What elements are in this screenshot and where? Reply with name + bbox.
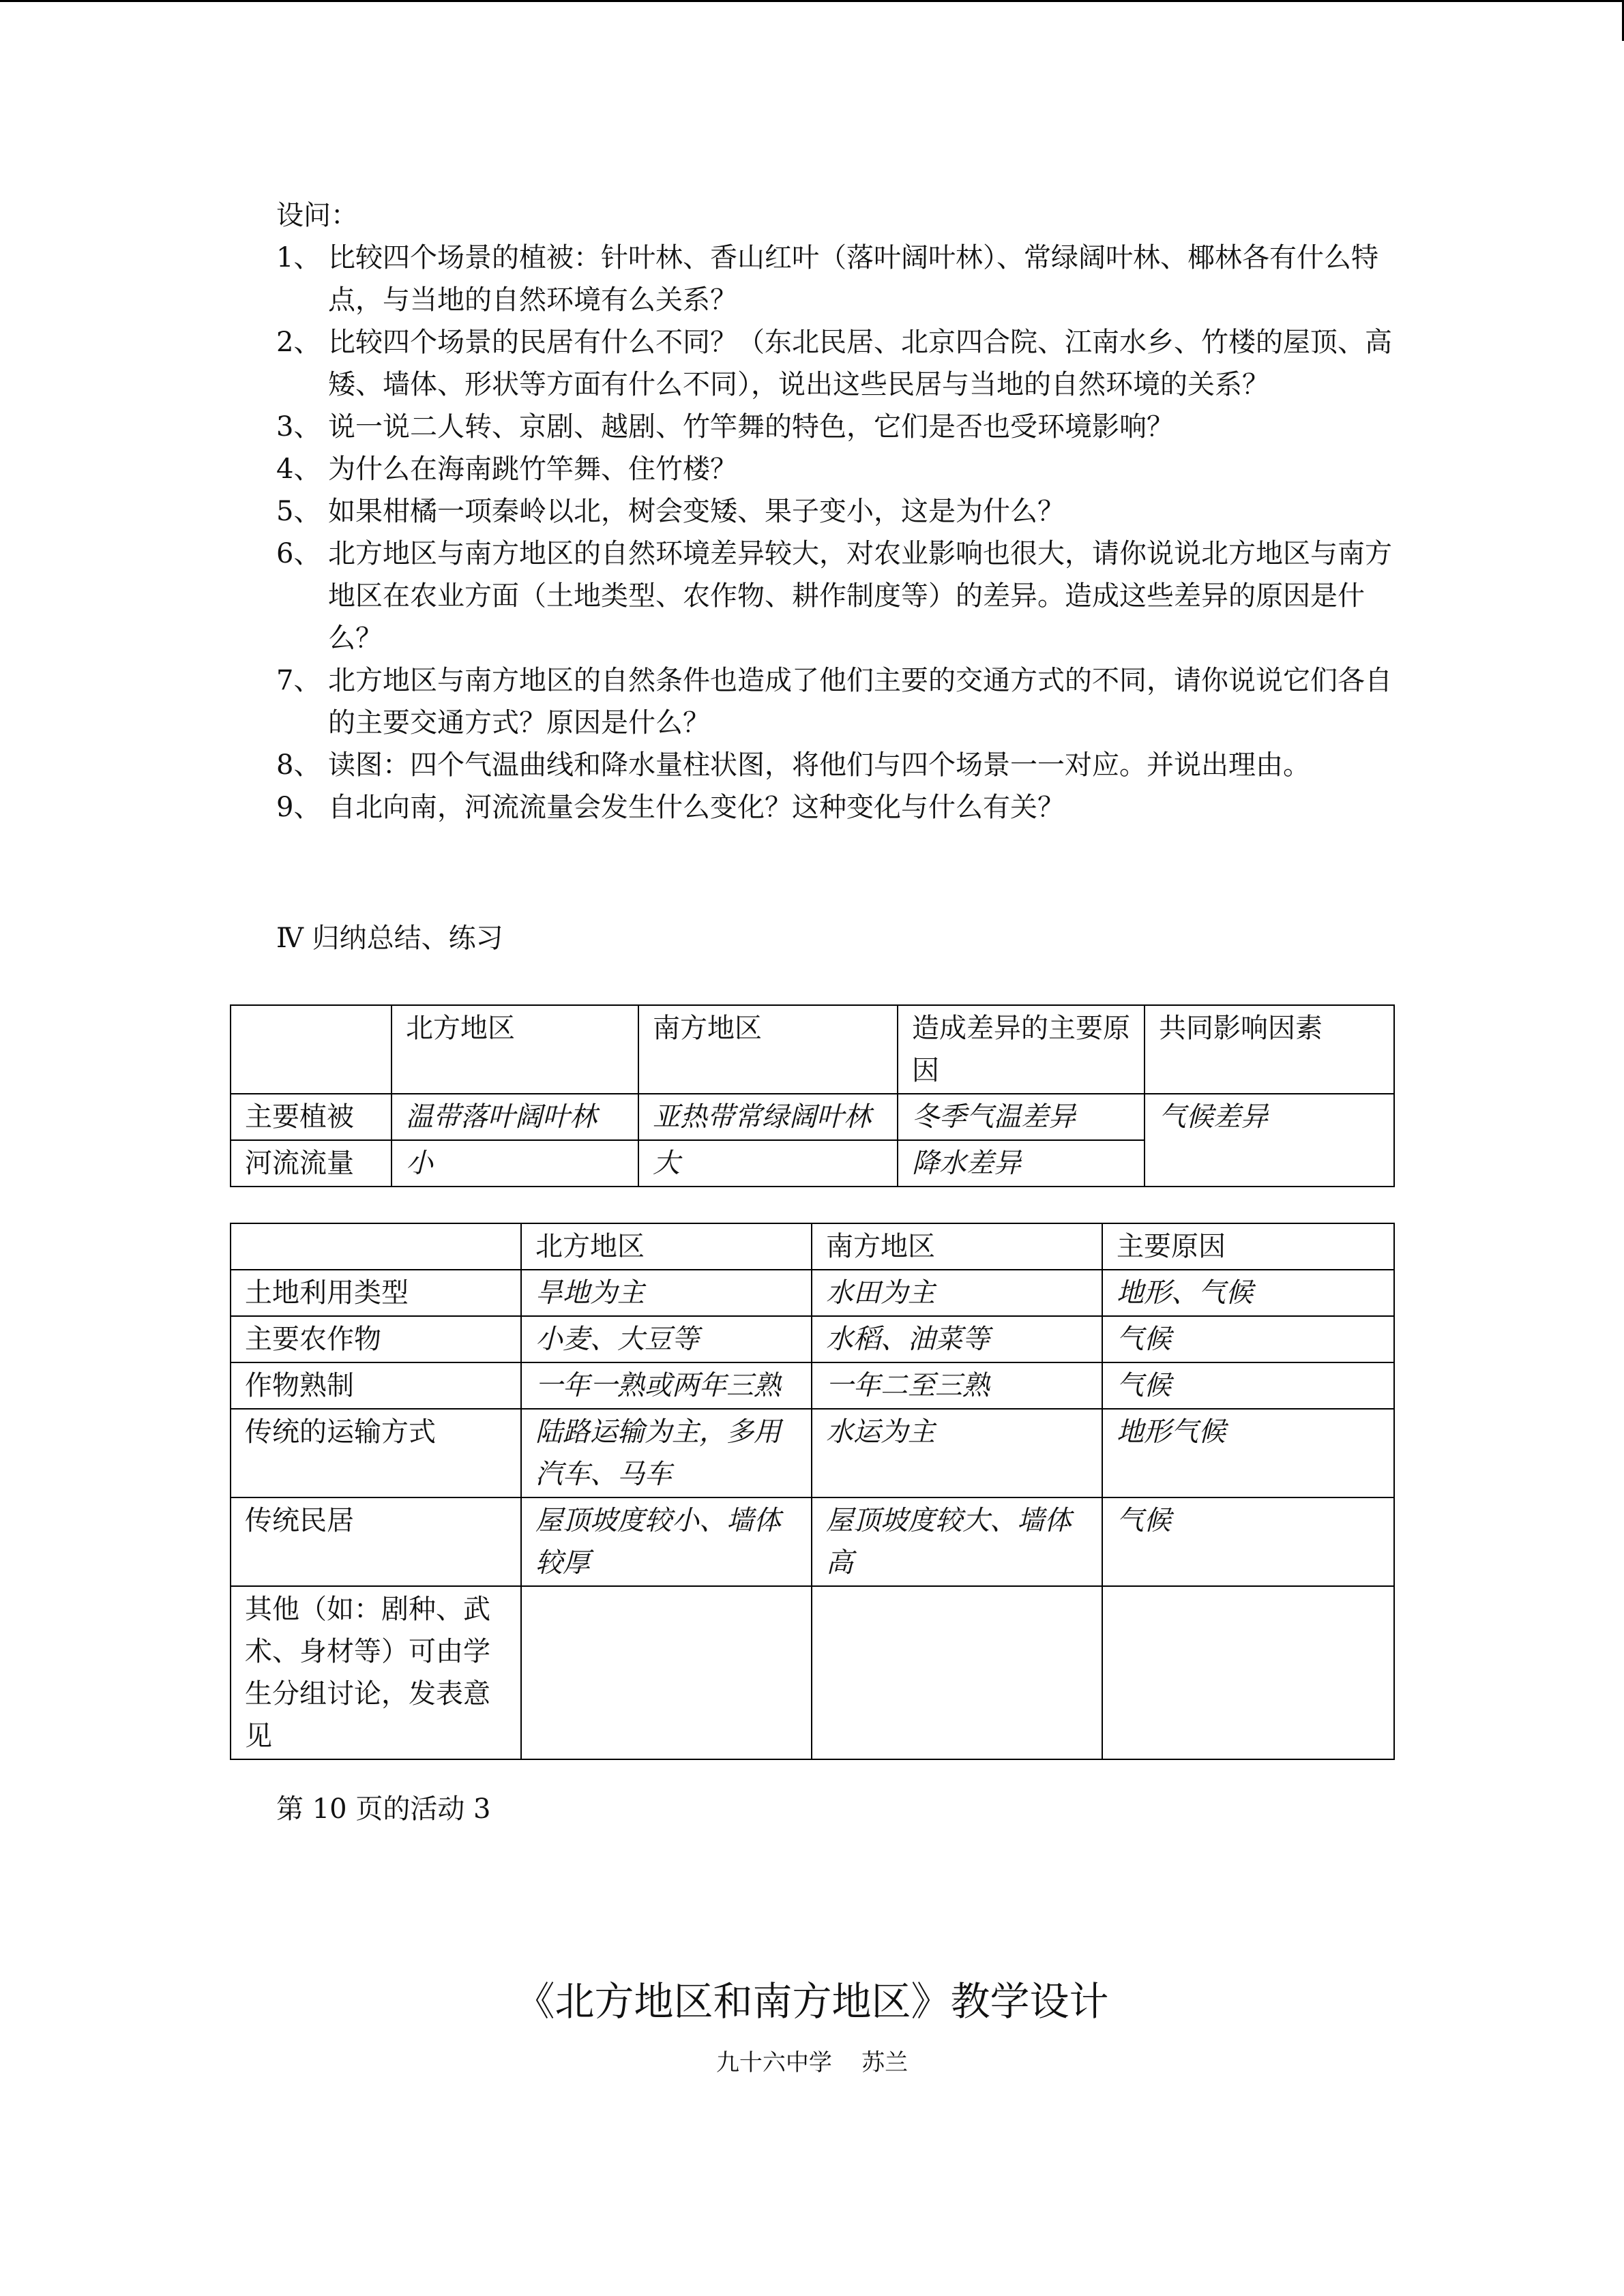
table-cell: 冬季气温差异 (898, 1094, 1145, 1140)
table-row (231, 1362, 1394, 1409)
question-item (276, 744, 1395, 786)
table-cell (1102, 1586, 1394, 1759)
table-cell: 水田为主 (812, 1270, 1102, 1316)
question-text: 北方地区与南方地区的自然条件也造成了他们主要的交通方式的不同，请你说说它们各自的主要交通方式？原因是什么？ (328, 665, 1392, 739)
question-text: 说一说二人转、京剧、越剧、竹竿舞的特色，它们是否也受环境影响？ (328, 411, 1174, 443)
table-cell: 水稻、油菜等 (812, 1316, 1102, 1362)
question-text: 比较四个场景的民居有什么不同？（东北民居、北京四合院、江南水乡、竹楼的屋顶、高矮、墙体、形状等方面有什么不同），说出这些民居与当地的自然环境的关系？ (328, 327, 1392, 400)
table-header-cell: 南方地区 (638, 1005, 898, 1094)
table-cell: 陆路运输为主，多用汽车、马车 (521, 1409, 812, 1497)
question-text: 读图：四个气温曲线和降水量柱状图，将他们与四个场景一一对应。并说出理由。 (328, 749, 1310, 781)
question-text: 为什么在海南跳竹竿舞、住竹楼？ (328, 453, 737, 485)
author-byline: 九十六中学 苏兰 (715, 2049, 909, 2076)
table-cell: 一年二至三熟 (812, 1362, 1102, 1409)
table-row (231, 1409, 1394, 1497)
row-label: 主要农作物 (231, 1316, 521, 1362)
table-header-cell (231, 1223, 521, 1270)
question-item (276, 448, 1395, 490)
top-border (0, 0, 1624, 2)
table-header-cell: 主要原因 (1102, 1223, 1394, 1270)
activity-note: 第 10 页的活动 3 (276, 1793, 491, 1825)
table-cell: 小麦、大豆等 (521, 1316, 812, 1362)
common-factor-cell: 气候差异 (1145, 1094, 1394, 1187)
questions-heading: 设问： (276, 200, 358, 231)
table-cell: 小 (392, 1140, 638, 1187)
question-item (276, 490, 1395, 533)
question-text: 自北向南，河流流量会发生什么变化？这种变化与什么有关？ (328, 792, 1065, 823)
question-item (276, 406, 1395, 448)
row-label: 其他（如：剧种、武术、身材等）可由学生分组讨论，发表意见 (231, 1586, 521, 1759)
question-item (276, 237, 1395, 321)
question-number: 2、 (276, 327, 321, 358)
table-cell: 亚热带常绿阔叶林 (638, 1094, 898, 1140)
table-header-cell: 北方地区 (392, 1005, 638, 1094)
question-number: 3、 (276, 411, 321, 443)
table-header-cell: 南方地区 (812, 1223, 1102, 1270)
table-cell: 旱地为主 (521, 1270, 812, 1316)
question-number: 1、 (276, 242, 321, 273)
table-header-cell (231, 1005, 392, 1094)
row-label: 作物熟制 (231, 1362, 521, 1409)
question-item (276, 786, 1395, 829)
table-row (231, 1316, 1394, 1362)
table-row (231, 1094, 1394, 1140)
table-cell (812, 1586, 1102, 1759)
question-number: 8、 (276, 749, 321, 781)
question-number: 4、 (276, 453, 321, 485)
question-text: 北方地区与南方地区的自然环境差异较大，对农业影响也很大，请你说说北方地区与南方地区在农业方面（土地类型、农作物、耕作制度等）的差异。造成这些差异的原因是什么？ (328, 538, 1392, 654)
question-text: 比较四个场景的植被：针叶林、香山红叶（落叶阔叶林）、常绿阔叶林、椰林各有什么特点，与当地的自然环境有么关系？ (328, 242, 1378, 316)
row-label: 河流流量 (231, 1140, 392, 1187)
row-label: 主要植被 (231, 1094, 392, 1140)
table-cell: 气候 (1102, 1362, 1394, 1409)
table-cell: 气候 (1102, 1316, 1394, 1362)
comparison-table (230, 1223, 1395, 1760)
row-label: 传统民居 (231, 1497, 521, 1586)
table-header-cell: 北方地区 (521, 1223, 812, 1270)
row-label: 传统的运输方式 (231, 1409, 521, 1497)
question-item (276, 659, 1395, 744)
table-cell: 屋顶坡度较小、墙体较厚 (521, 1497, 812, 1586)
questions-section (276, 194, 1395, 829)
table-cell: 水运为主 (812, 1409, 1102, 1497)
question-number: 5、 (276, 496, 321, 527)
question-item (276, 321, 1395, 406)
table-header-row (231, 1223, 1394, 1270)
question-number: 7、 (276, 665, 321, 696)
table-cell: 温带落叶阔叶林 (392, 1094, 638, 1140)
section-title: Ⅳ 归纳总结、练习 (276, 923, 503, 954)
row-label: 土地利用类型 (231, 1270, 521, 1316)
table-header-cell: 造成差异的主要原因 (898, 1005, 1145, 1094)
table-cell (521, 1586, 812, 1759)
table-cell: 一年一熟或两年三熟 (521, 1362, 812, 1409)
document-title: 《北方地区和南方地区》教学设计 (515, 1978, 1109, 2025)
table-row (231, 1497, 1394, 1586)
question-number: 9、 (276, 792, 321, 823)
vegetation-river-table (230, 1004, 1395, 1187)
table-header-row (231, 1005, 1394, 1094)
question-item (276, 533, 1395, 659)
question-text: 如果柑橘一项秦岭以北，树会变矮、果子变小，这是为什么？ (328, 496, 1065, 527)
table-header-cell: 共同影响因素 (1145, 1005, 1394, 1094)
table-cell: 地形气候 (1102, 1409, 1394, 1497)
question-number: 6、 (276, 538, 321, 569)
table-row (231, 1270, 1394, 1316)
table-cell: 降水差异 (898, 1140, 1145, 1187)
table-cell: 气候 (1102, 1497, 1394, 1586)
table-cell: 地形、气候 (1102, 1270, 1394, 1316)
table-row (231, 1586, 1394, 1759)
table-cell: 大 (638, 1140, 898, 1187)
table-cell: 屋顶坡度较大、墙体高 (812, 1497, 1102, 1586)
